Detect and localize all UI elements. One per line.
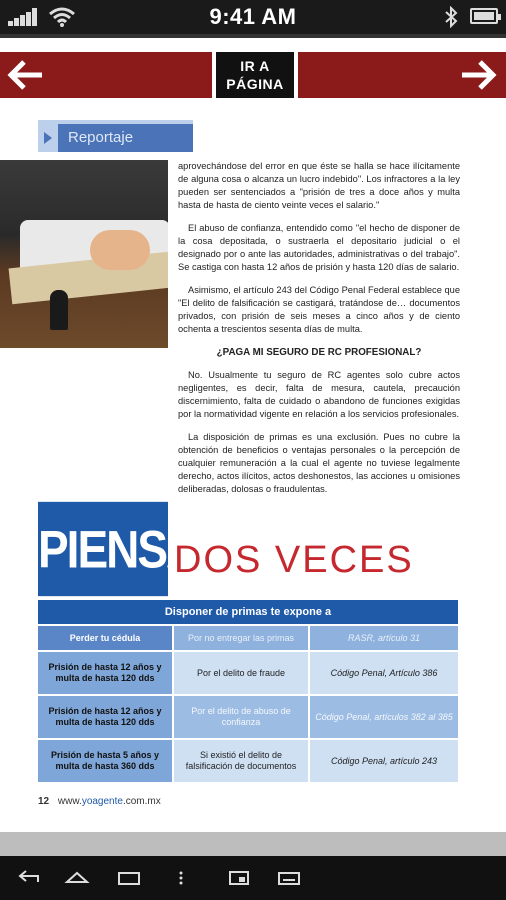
table-cell: Por el delito de fraude [174, 652, 308, 694]
table-cell: Prisión de hasta 12 años y multa de hasta 120 dds [38, 696, 172, 738]
menu-icon[interactable] [168, 868, 194, 888]
section-label: Reportaje [68, 129, 134, 146]
article-paragraph: La disposición de primas es una exclusión. Pues no cubre la obtención de beneficios o ventajas personales o la percepción de cualquier remuneración a la cual el agente no tuviese legalmente derecho, actos ilícitos, actos deshonestos, las acciones u omisiones deliberadas, dolosas o fraudulentas. [178, 432, 460, 494]
table-cell: Prisión de hasta 12 años y multa de hasta 120 dds [38, 652, 172, 694]
article-body [178, 160, 460, 506]
viewer-bottom-bar [0, 832, 506, 856]
section-tag [38, 120, 193, 152]
page-navigation-bar [0, 52, 506, 98]
article-paragraph: aprovechándose del error en que éste se halla se hace ilícitamente de alguna cosa o alcanza un lucro indebido". Los infractores a la ley pueden ser sentenciados a "prisión de tres a doce años y multa hasta de hasta de ciento veinte veces el salario." [178, 161, 460, 210]
article-paragraph: El abuso de confianza, entendido como "el hecho de disponer de la cosa depositada, o sustraerla el depositario judicial o el designado por o ante las autoridades, administrativas o del trabajo". Se castiga con hasta 12 años de prisión y hasta 120 días de salario. [178, 223, 460, 272]
status-bar [0, 0, 506, 34]
previous-page-arrow-icon[interactable] [6, 58, 46, 92]
system-navigation-bar [0, 856, 506, 900]
keyboard-icon[interactable] [276, 868, 302, 888]
article-photo [0, 160, 168, 348]
table-cell: Prisión de hasta 5 años y multa de hasta 360 dds [38, 740, 172, 782]
table-cell: Código Penal, artículos 382 al 385 [310, 696, 458, 738]
page-number: 12 [38, 796, 50, 807]
next-page-arrow-icon[interactable] [458, 58, 498, 92]
article-paragraph: No. Usualmente tu seguro de RC agentes solo cubre actos negligentes, es decir, falta de mesura, cautela, precaución discernimiento, falta de cuidado o abandono de funciones exigidas por la normatividad vigente en relación a los servicios profesionales. [178, 370, 460, 419]
home-icon[interactable] [64, 868, 90, 888]
table-cell: Por el delito de abuso de confianza [174, 696, 308, 738]
table-header-cell: Por no entregar las primas [174, 626, 308, 650]
page-footer [38, 796, 161, 807]
play-marker-icon [38, 124, 58, 152]
clock: 9:41 AM [209, 4, 297, 29]
table-cell: Código Penal, artículo 243 [310, 740, 458, 782]
footer-url: www.yoagente.com.mx [57, 796, 161, 807]
article-paragraph: Asimismo, el artículo 243 del Código Penal Federal establece que "El delito de falsificación se castigará, tratándose de… documentos privados, con prisión de seis meses a cinco años y de ciento ochenta a trescientos sesenta días de multa. [178, 285, 460, 334]
table-cell: Si existió el delito de falsificación de documentos [174, 740, 308, 782]
back-icon[interactable] [16, 868, 42, 888]
banner-dos-veces: DOS VECES [174, 539, 414, 581]
battery-icon [470, 8, 498, 24]
banner-piensa: PIENSA [38, 502, 168, 596]
go-to-page-button[interactable]: IR A PÁGINA [214, 52, 296, 98]
screenshot-icon[interactable] [226, 868, 252, 888]
table-header-cell: Perder tu cédula [38, 626, 172, 650]
table-header-cell: RASR, artículo 31 [310, 626, 458, 650]
penalties-table [38, 600, 458, 788]
article-subheading: ¿PAGA MI SEGURO DE RC PROFESIONAL? [216, 347, 422, 358]
recent-apps-icon[interactable] [116, 868, 142, 888]
table-cell: Código Penal, Artículo 386 [310, 652, 458, 694]
bluetooth-icon [444, 6, 458, 28]
table-title: Disponer de primas te expone a [38, 600, 458, 624]
